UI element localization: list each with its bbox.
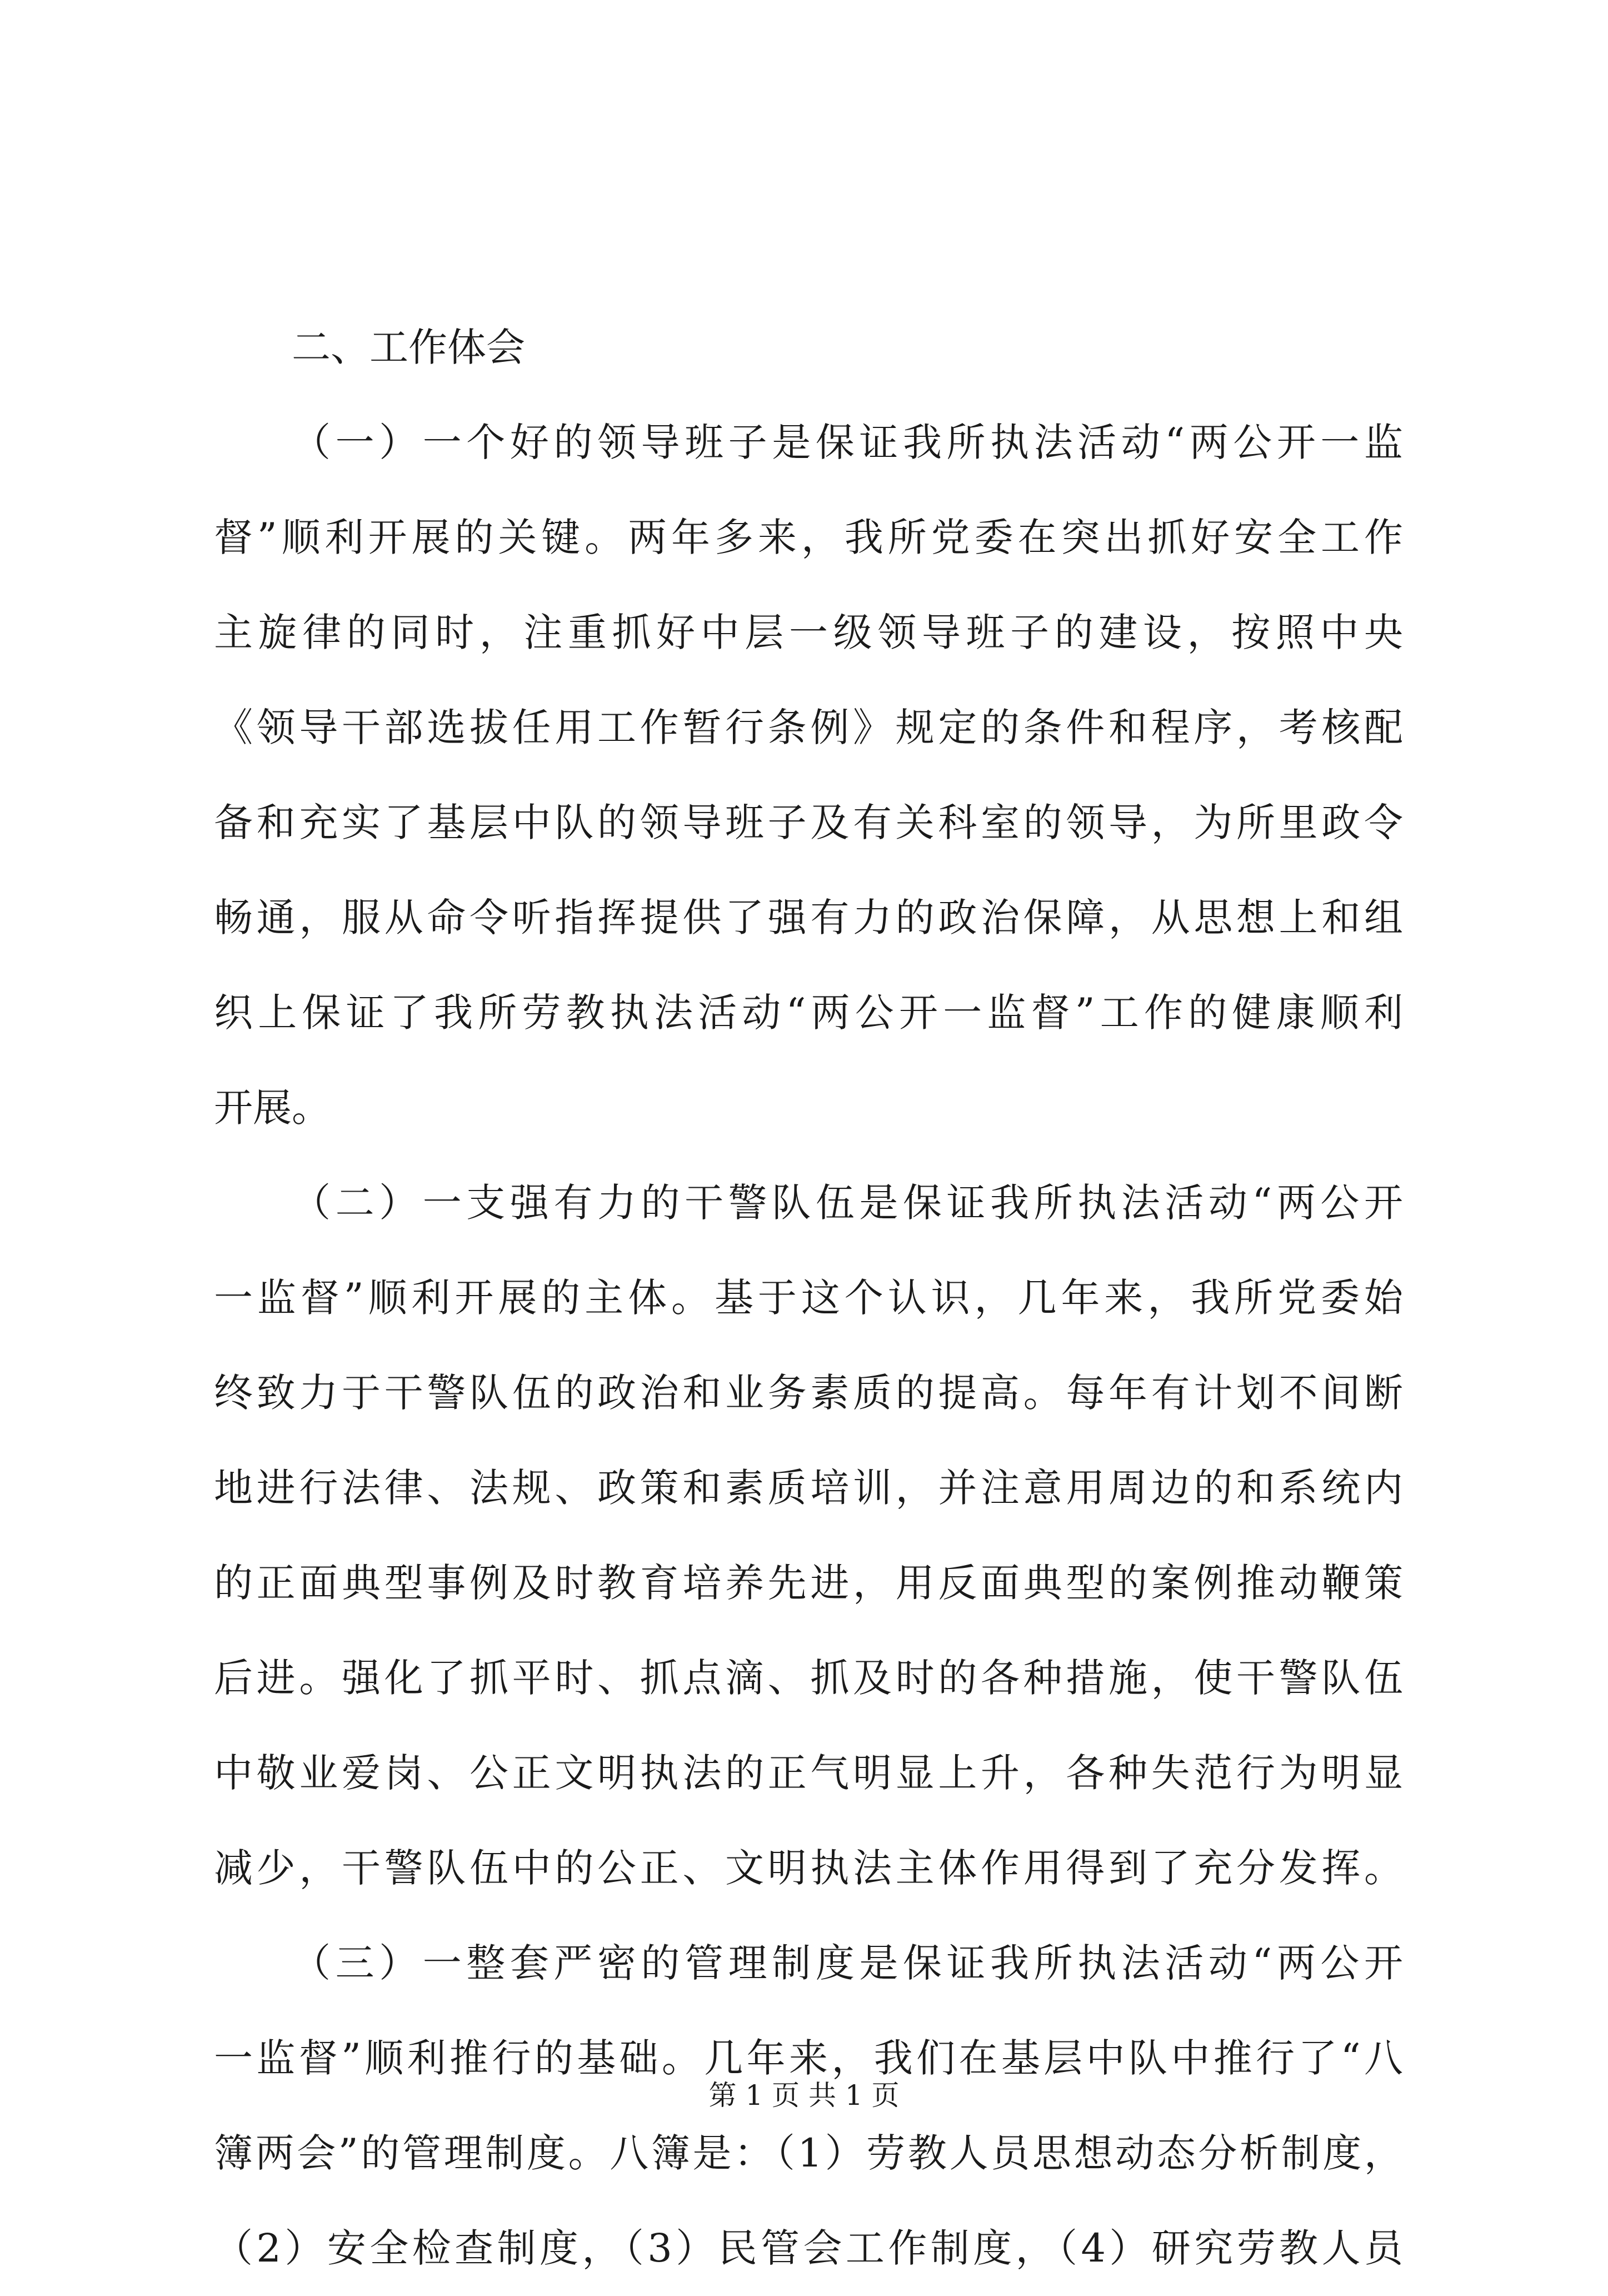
page-number-label: 第 1 页 共 1 页 [708,2079,900,2111]
paragraph-1-line: 备和充实了基层中队的领导班子及有关科室的领导，为所里政令 [214,800,1403,845]
paragraph-2-line: 地进行法律、法规、政策和素质培训，并注意用周边的和系统内 [214,1465,1403,1511]
section-heading: 二、工作体会 [292,325,525,370]
paragraph-2-line: 减少，干警队伍中的公正、文明执法主体作用得到了充分发挥。 [214,1845,1403,1891]
paragraph-2-line: 终致力于干警队伍的政治和业务素质的提高。每年有计划不间断 [214,1370,1403,1416]
paragraph-2-line: 后进。强化了抓平时、抓点滴、抓及时的各种措施，使干警队伍 [214,1655,1403,1701]
document-body [214,300,1403,2296]
paragraph-3-line: 一监督”顺利推行的基础。几年来，我们在基层中队中推行了“八 [214,2035,1403,2081]
section-two [214,300,1403,2296]
paragraph-3-line: 簿两会”的管理制度。八簿是：（1）劳教人员思想动态分析制度， [214,2130,1403,2176]
paragraph-2-line: （二）一支强有力的干警队伍是保证我所执法活动“两公开 [292,1180,1403,1226]
paragraph-1-line: 主旋律的同时，注重抓好中层一级领导班子的建设，按照中央 [214,610,1403,655]
paragraph-3-line: （三）一整套严密的管理制度是保证我所执法活动“两公开 [292,1940,1403,1986]
paragraph-1-line: （一）一个好的领导班子是保证我所执法活动“两公开一监 [292,420,1403,465]
paragraph-1-line: 织上保证了我所劳教执法活动“两公开一监督”工作的健康顺利 [214,990,1403,1035]
paragraph-2-line: 一监督”顺利开展的主体。基于这个认识，几年来，我所党委始 [214,1275,1403,1321]
paragraph-2-line: 中敬业爱岗、公正文明执法的正气明显上升，各种失范行为明显 [214,1750,1403,1796]
paragraph-1-line: 《领导干部选拔任用工作暂行条例》规定的条件和程序，考核配 [214,705,1403,750]
page-footer [0,2076,1608,2115]
paragraph-3-line: （2）安全检查制度，（3）民管会工作制度，（4）研究劳教人员 [214,2225,1403,2271]
paragraph-1-line: 开展。 [214,1085,331,1130]
paragraph-1-line: 督”顺利开展的关键。两年多来，我所党委在突出抓好安全工作 [214,515,1403,560]
paragraph-1-line: 畅通，服从命令听指挥提供了强有力的政治保障，从思想上和组 [214,895,1403,940]
paragraph-2-line: 的正面典型事例及时教育培养先进，用反面典型的案例推动鞭策 [214,1560,1403,1606]
